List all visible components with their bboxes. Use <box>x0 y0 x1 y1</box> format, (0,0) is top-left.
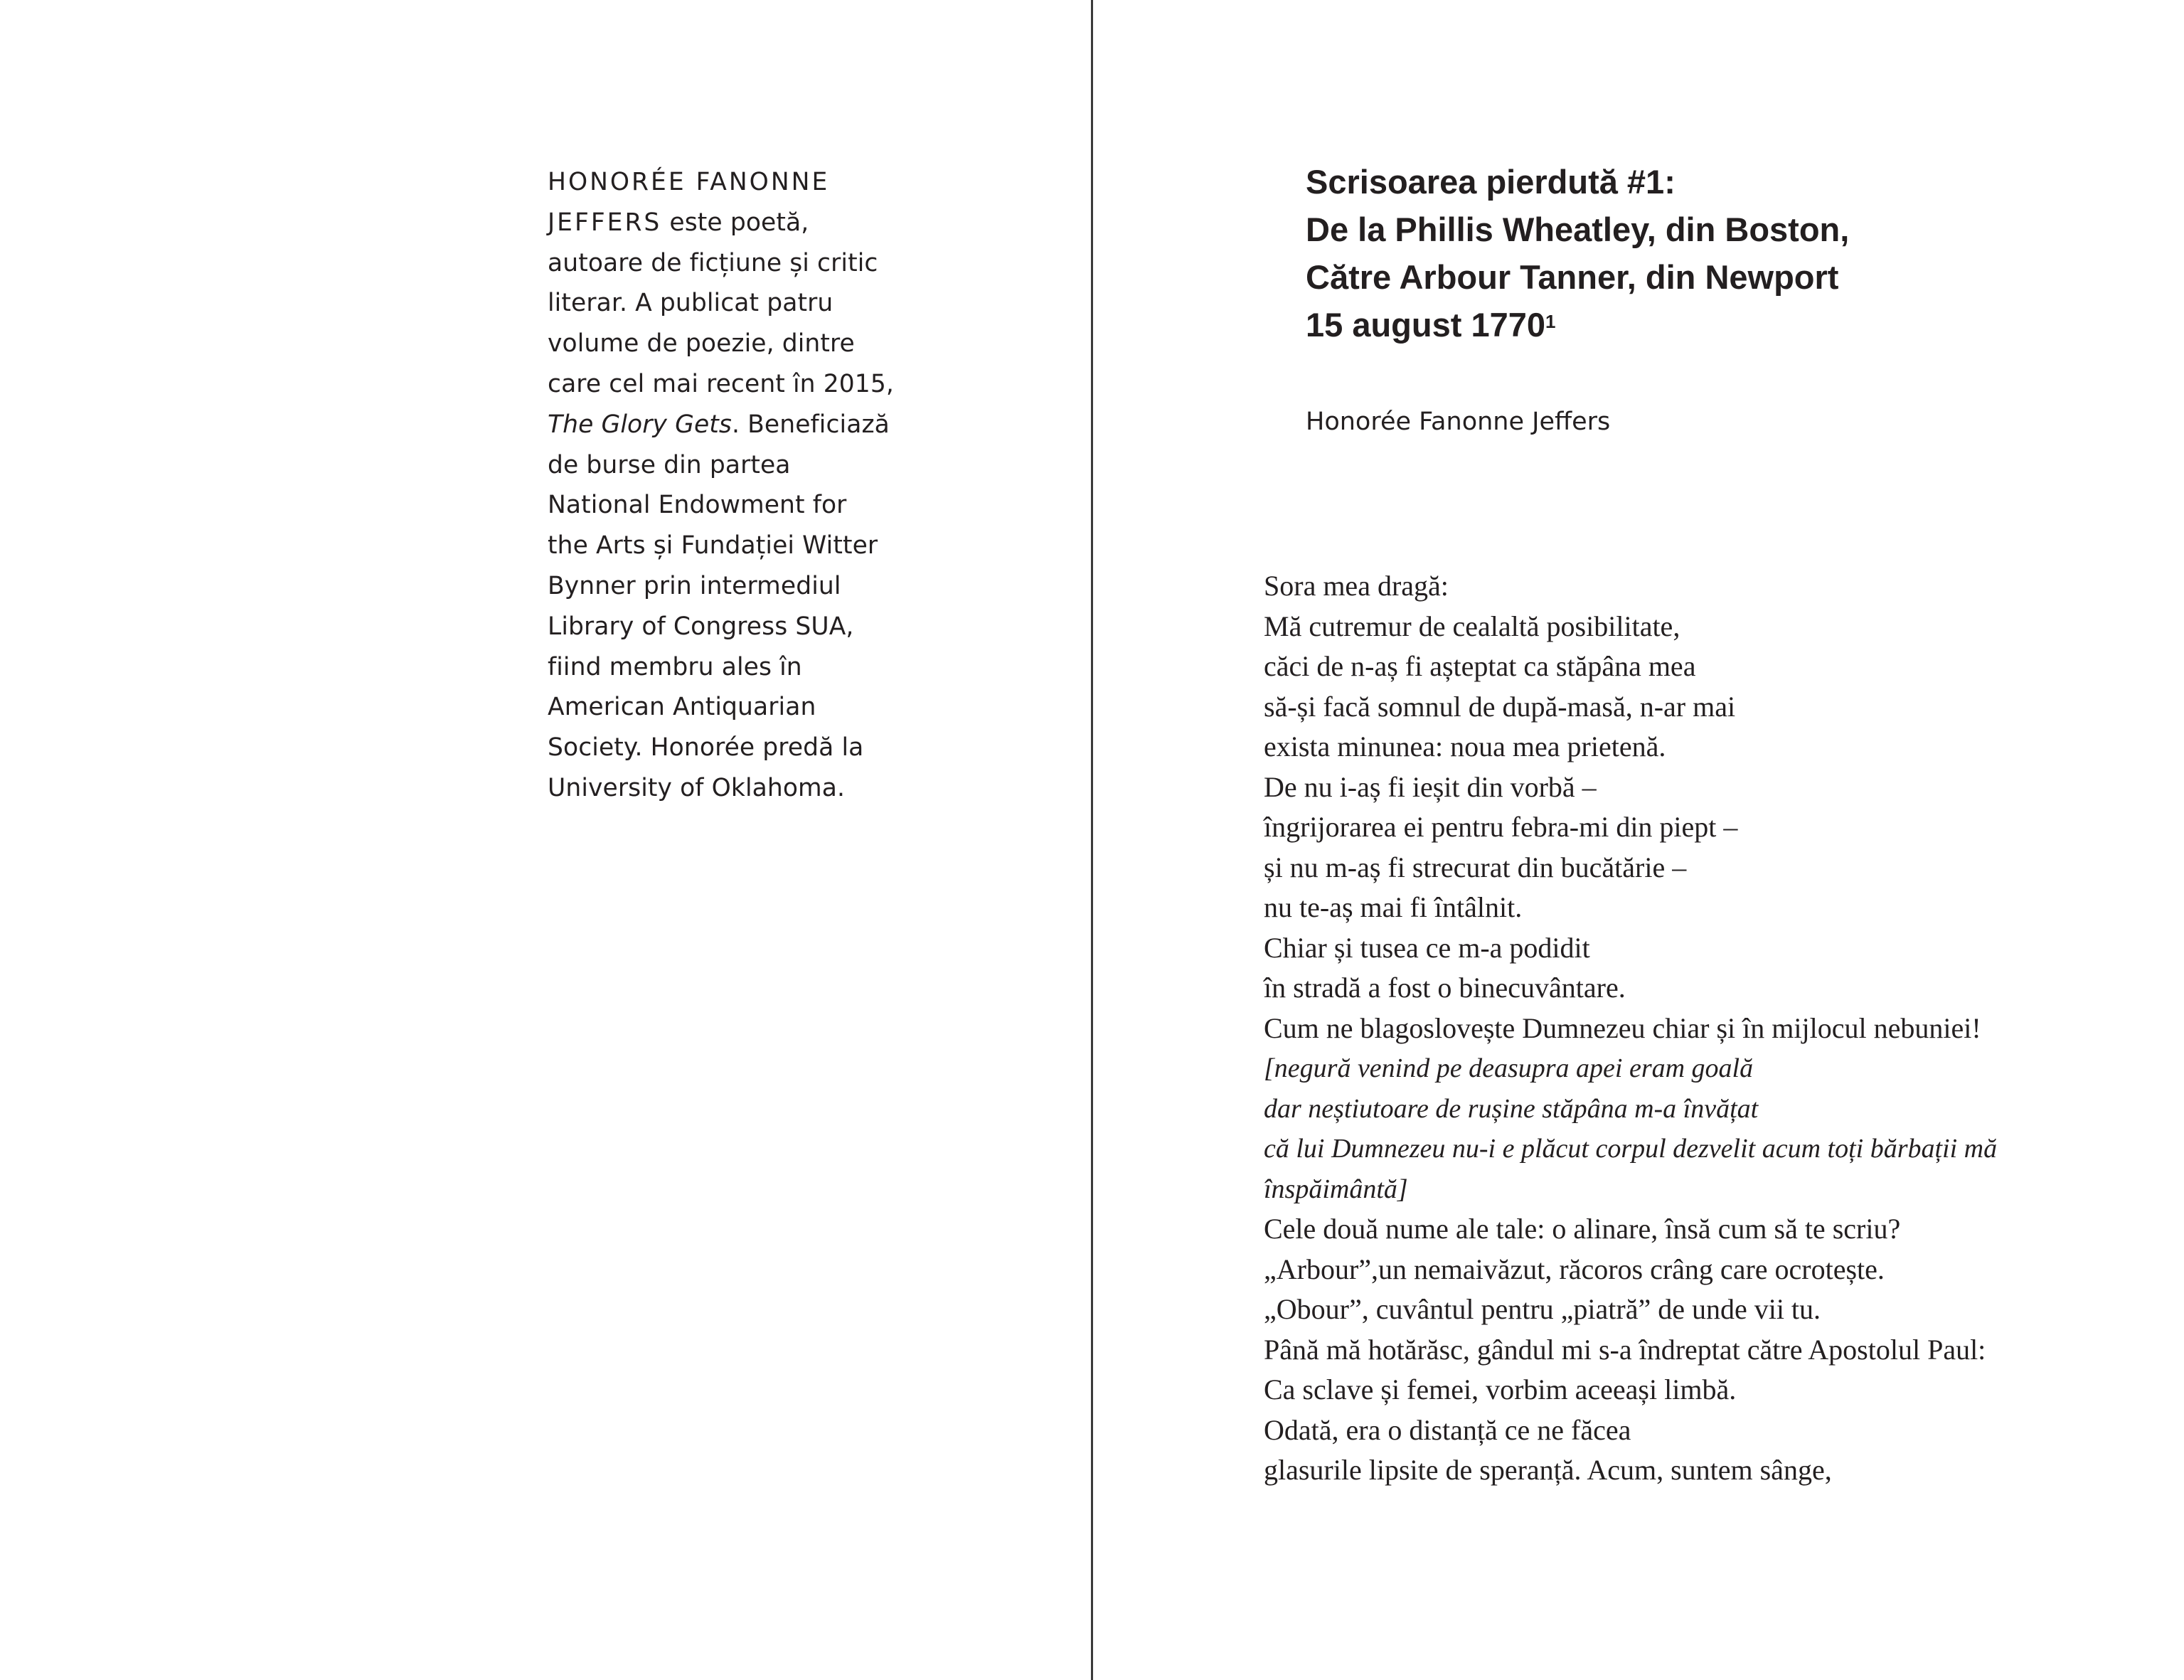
bio-line: volume de poezie, dintre <box>548 329 855 358</box>
author-bio <box>548 162 946 809</box>
poem-line: Odată, era o distanță ce ne făcea <box>1264 1413 1631 1446</box>
bio-line: literar. A publicat patru <box>548 289 833 318</box>
poem-line: Ca sclave și femei, vorbim aceeași limbă. <box>1264 1373 1737 1405</box>
bio-line <box>548 203 946 243</box>
poem-line: și nu m-aș fi strecurat din bucătărie – <box>1264 851 1687 883</box>
bio-line: National Endowment for <box>548 491 847 520</box>
poem-line: „Arbour”,un nemaivăzut, răcoros crâng care ocrotește. <box>1264 1253 1885 1285</box>
bio-line: Bynner prin intermediul <box>548 571 841 600</box>
title-line <box>1306 301 1946 349</box>
poem-line: Până mă hotărăsc, gândul mi s-a îndreptat către Apostolul Paul: <box>1264 1333 1986 1366</box>
bio-line: American Antiquarian <box>548 693 816 722</box>
bio-book-title: The Glory Gets <box>548 410 732 439</box>
bio-author-surname-caps: JEFFERS <box>548 208 662 237</box>
poem-author: Honorée Fanonne Jeffers <box>1306 408 1611 436</box>
bio-line: Society. Honorée predă la <box>548 733 864 762</box>
poem-line: De nu i-aș fi ieșit din vorbă – <box>1264 770 1597 803</box>
poem-line: să-și facă somnul de după-masă, n-ar mai <box>1264 690 1736 723</box>
bio-line: Library of Congress SUA, <box>548 612 854 641</box>
poem-line-italic: dar neștiutoare de rușine stăpâna m-a învățat <box>1264 1093 1759 1124</box>
poem-line: „Obour”, cuvântul pentru „piatră” de unde vii tu. <box>1264 1293 1821 1325</box>
poem-line-italic: că lui Dumnezeu nu-i e plăcut corpul dezvelit acum toți bărbații mă <box>1264 1134 1998 1164</box>
title-date: 15 august 1770 <box>1306 306 1546 344</box>
poem-line: Cele două nume ale tale: o alinare, însă cum să te scriu? <box>1264 1213 1901 1245</box>
bio-line: autoare de ficțiune și critic <box>548 248 878 277</box>
bio-author-name-caps: HONORÉE FANONNE <box>548 168 830 196</box>
footnote-marker[interactable]: 1 <box>1545 311 1556 332</box>
poem-line: exista minunea: noua mea prietenă. <box>1264 730 1666 762</box>
bio-line: the Arts și Fundației Witter <box>548 531 878 560</box>
title-line: De la Phillis Wheatley, din Boston, <box>1306 211 1850 248</box>
bio-line: de burse din partea <box>548 450 791 479</box>
title-line: Scrisoarea pierdută #1: <box>1306 163 1676 201</box>
bio-text: . Beneficiază <box>732 410 890 439</box>
bio-line: University of Oklahoma. <box>548 773 846 802</box>
poem-line: Sora mea dragă: <box>1264 570 1449 602</box>
poem-line: în stradă a fost o binecuvântare. <box>1264 972 1626 1004</box>
poem-line: glasurile lipsite de speranță. Acum, suntem sânge, <box>1264 1454 1832 1486</box>
poem-line-italic: [negură venind pe deasupra apei eram goală <box>1264 1053 1754 1083</box>
poem-line-italic: înspăimântă] <box>1264 1174 1408 1204</box>
title-line: Către Arbour Tanner, din Newport <box>1306 258 1839 296</box>
page-gutter-divider <box>1091 0 1093 1680</box>
bio-line: care cel mai recent în 2015, <box>548 369 894 398</box>
poem-line: Chiar și tusea ce m-a podidit <box>1264 931 1590 964</box>
poem-title <box>1306 158 1946 349</box>
bio-line <box>548 162 946 203</box>
poem-line: Mă cutremur de cealaltă posibilitate, <box>1264 610 1680 642</box>
bio-text: este poetă, <box>661 208 809 237</box>
bio-line: fiind membru ales în <box>548 652 802 681</box>
poem-line: căci de n-aș fi așteptat ca stăpâna mea <box>1264 650 1696 682</box>
poem-line: Cum ne blagoslovește Dumnezeu chiar și în mijlocul nebuniei! <box>1264 1011 1981 1044</box>
poem-line: îngrijorarea ei pentru febra-mi din piept – <box>1264 811 1738 843</box>
poem-line: nu te-aș mai fi întâlnit. <box>1264 891 1523 923</box>
poem-body <box>1264 566 2046 1491</box>
bio-line <box>548 405 946 445</box>
